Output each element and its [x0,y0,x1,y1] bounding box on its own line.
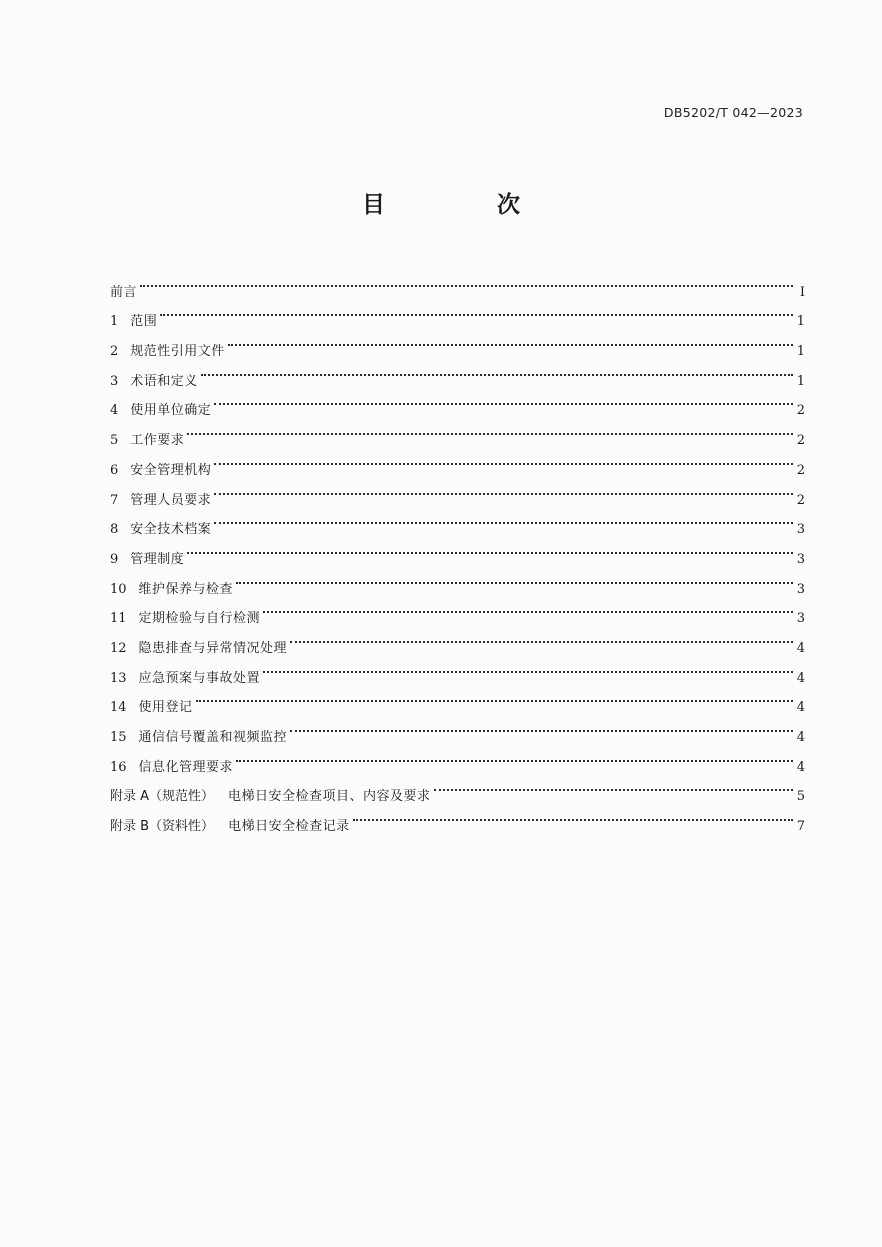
toc-entry-title: 定期检验与自行检测 [138,611,261,627]
toc-entry-number: 15 [110,730,127,745]
toc-entry-page: 3 [796,611,805,627]
toc-entry-number: 4 [110,403,119,419]
toc-entry[interactable] [110,325,805,360]
toc-entry-title: 范围 [130,314,158,330]
toc-dot-leader [236,741,793,771]
toc-entry-title: 安全技术档案 [130,522,212,538]
toc-dot-leader [140,266,793,296]
toc-entry-number: 13 [110,670,127,686]
toc-dot-leader [236,563,793,593]
toc-entry-page: 2 [796,403,805,419]
toc-entry-number: 11 [110,611,127,627]
toc-dot-leader [434,771,793,801]
toc-entry-title: 信息化管理要求 [138,759,234,775]
toc-entry-title: 使用登记 [138,700,193,716]
toc-entry[interactable] [110,266,805,300]
toc-dot-leader [214,444,792,474]
toc-dot-leader [214,385,792,415]
toc-entry[interactable] [110,682,805,716]
toc-dot-leader [290,622,793,652]
toc-entry[interactable] [110,504,805,538]
table-of-contents [110,266,805,835]
toc-entry-number: 附录 A（规范性） [110,789,215,805]
toc-entry-page: 3 [796,581,805,597]
toc-entry[interactable] [110,533,805,567]
toc-entry-page: 4 [796,730,805,745]
toc-entry-title: 规范性引用文件 [130,344,225,360]
toc-entry-page: 3 [796,522,805,538]
toc-entry-page: 2 [796,433,805,449]
toc-entry-page: 4 [796,670,805,686]
toc-entry-page: 4 [796,759,805,775]
toc-entry[interactable] [110,444,805,478]
toc-entry-page: 4 [796,640,805,656]
toc-entry-title: 电梯日安全检查项目、内容及要求 [228,789,431,805]
toc-entry-page: 7 [796,819,805,835]
toc-entry-page: 1 [796,344,805,360]
toc-entry-title: 工作要求 [130,433,185,449]
toc-dot-leader [187,533,792,563]
toc-entry-number: 5 [110,433,119,449]
toc-dot-leader [290,711,793,741]
toc-entry-title: 管理人员要求 [130,492,212,508]
toc-dot-leader [201,355,793,385]
toc-entry-page: 1 [796,373,805,389]
toc-entry-number: 10 [110,581,127,597]
toc-entry-page: 5 [796,789,805,805]
toc-dot-leader [353,800,793,830]
toc-entry-page: 4 [796,700,805,716]
toc-dot-leader [160,296,792,326]
toc-dot-leader [214,504,792,534]
toc-entry-title: 前言 [110,284,138,300]
toc-entry-title: 隐患排查与异常情况处理 [138,640,288,656]
toc-entry-number: 2 [110,344,119,360]
toc-entry-page: 1 [796,314,805,330]
toc-entry-number: 3 [110,373,119,389]
toc-entry[interactable] [110,355,805,389]
toc-entry-page: I [799,284,805,300]
toc-entry-title: 维护保养与检查 [138,581,234,597]
toc-dot-leader [263,652,793,682]
toc-entry[interactable] [110,474,805,508]
toc-entry-title: 通信信号覆盖和视频监控 [138,730,288,745]
toc-entry-page: 2 [796,462,805,478]
toc-entry-number: 16 [110,759,127,775]
toc-dot-leader [263,593,793,623]
toc-entry-title: 应急预案与事故处置 [138,670,261,686]
toc-entry-title: 术语和定义 [130,373,198,389]
toc-entry-title: 电梯日安全检查记录 [228,819,350,835]
toc-dot-leader [187,414,792,444]
toc-entry-page: 2 [796,492,805,508]
toc-dot-leader [214,474,792,504]
toc-dot-leader [196,682,793,712]
toc-entry-number: 12 [110,640,127,656]
toc-title: 目 次 [361,192,572,218]
toc-entry[interactable] [110,563,805,597]
toc-entry-number: 7 [110,492,119,508]
document-code: DB5202/T 042—2023 [663,105,803,120]
toc-entry-title: 使用单位确定 [130,403,212,419]
toc-entry-number: 14 [110,700,127,716]
toc-entry[interactable] [110,296,805,330]
toc-dot-leader [228,325,793,355]
toc-entry-page: 3 [796,551,805,567]
toc-entry-title: 安全管理机构 [130,462,212,478]
toc-entry-number: 9 [110,551,119,567]
toc-entry-number: 6 [110,462,119,478]
toc-entry-number: 1 [110,314,119,330]
toc-entry-number: 附录 B（资料性） [110,819,215,835]
toc-entry-title: 管理制度 [130,551,185,567]
toc-entry[interactable] [110,711,805,745]
toc-entry-number: 8 [110,522,119,538]
toc-entry[interactable] [110,385,805,419]
toc-entry[interactable] [110,414,805,449]
